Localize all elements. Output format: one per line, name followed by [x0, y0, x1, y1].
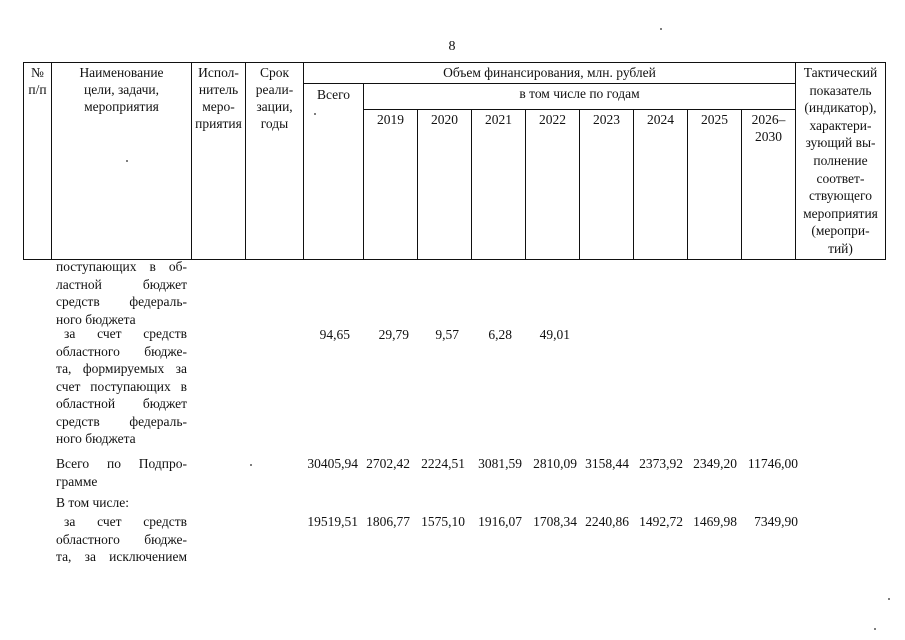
row-2-2021: 3081,59	[478, 456, 522, 471]
row-1-line-2: та, формируемых за	[56, 361, 187, 376]
header-year-2021: 2021	[472, 109, 526, 259]
row-2-2024: 2373,92	[639, 456, 683, 471]
row-4-2023: 2240,86	[585, 514, 629, 529]
row-0-line-2: средств федераль-	[56, 294, 187, 309]
header-num-l2: п/п	[28, 82, 47, 97]
header-ind-l2: (индикатор),	[804, 100, 877, 116]
row-0-label	[56, 258, 187, 328]
row-4-2019: 1806,77	[366, 514, 410, 529]
row-4-2025: 1469,98	[693, 514, 737, 529]
scan-speck	[660, 28, 662, 30]
header-executor	[192, 63, 246, 260]
header-year-2019: 2019	[364, 109, 418, 259]
header-exec-l0: Испол-	[198, 65, 239, 80]
header-ind-l1: показатель	[809, 82, 872, 98]
row-4-2024: 1492,72	[639, 514, 683, 529]
row-1-line-1: областного бюдже-	[56, 343, 187, 359]
row-4-line-2: та, за исключением	[56, 549, 187, 564]
header-year-2023: 2023	[580, 109, 634, 259]
row-2-total: 30405,94	[307, 456, 358, 471]
header-table	[23, 62, 886, 260]
row-4-line-1: областного бюдже-	[56, 531, 187, 547]
header-term-l2: зации,	[256, 99, 293, 114]
header-num	[24, 63, 52, 260]
row-4-2020: 1575,10	[421, 514, 465, 529]
row-2-2019: 2702,42	[366, 456, 410, 471]
scan-speck	[874, 628, 876, 630]
header-term-l1: реали-	[255, 82, 294, 97]
header-term-l0: Срок	[259, 65, 290, 80]
row-0-line-3: ного бюджета	[56, 311, 136, 327]
header-by-years: в том числе по годам	[364, 84, 796, 110]
header-ind-l0: Тактический	[803, 65, 878, 80]
row-2-label	[56, 455, 187, 490]
row-1-2021: 6,28	[488, 327, 512, 342]
row-4-2021: 1916,07	[478, 514, 522, 529]
header-exec-l1: нитель	[198, 82, 239, 97]
header-ind-l8: мероприятия	[803, 205, 878, 221]
row-3-line-0: В том числе:	[56, 495, 129, 510]
header-year-2025: 2025	[688, 109, 742, 259]
scan-speck	[126, 160, 128, 162]
row-1-line-3: счет поступающих в	[56, 378, 187, 394]
row-1-line-4: областной бюджет	[56, 396, 187, 411]
header-ind-l5: полнение	[813, 152, 868, 168]
header-term	[246, 63, 304, 260]
header-exec-l3: приятия	[195, 116, 242, 131]
row-0-line-1: ластной бюджет	[56, 276, 187, 292]
scan-speck	[888, 598, 890, 600]
scan-speck	[314, 113, 316, 115]
row-4-line-0: за счет средств	[64, 514, 187, 529]
header-ind-l10: тий)	[828, 240, 853, 256]
header-year-2024: 2024	[634, 109, 688, 259]
row-1-2020: 9,57	[435, 327, 459, 342]
row-0-line-0: поступающих в об-	[56, 259, 187, 274]
header-year-2022: 2022	[526, 109, 580, 259]
row-1-label	[56, 325, 187, 448]
row-3-label	[56, 494, 187, 512]
header-finance: Объем финансирования, млн. рублей	[304, 63, 796, 84]
scan-speck	[250, 464, 252, 466]
header-term-l3: годы	[260, 116, 289, 131]
header-year-2026-2030: 2026–2030	[742, 109, 796, 259]
header-ind-l9: (меропри-	[811, 223, 870, 239]
header-name-l1: цели, задачи,	[84, 82, 159, 97]
header-ind-l7: ствующего	[809, 188, 872, 204]
row-4-2022: 1708,34	[533, 514, 577, 529]
row-4-2026-2030: 7349,90	[754, 514, 798, 529]
row-1-2022: 49,01	[539, 327, 570, 342]
row-2-2026-2030: 11746,00	[747, 456, 798, 471]
page-number: 8	[448, 39, 456, 54]
row-2-2022: 2810,09	[533, 456, 577, 471]
row-2-line-1: грамме	[56, 473, 98, 489]
row-1-2019: 29,79	[378, 327, 409, 342]
row-4-total: 19519,51	[307, 514, 358, 529]
row-2-2025: 2349,20	[693, 456, 737, 471]
header-ind-l6: соответ-	[816, 170, 865, 186]
row-1-total: 94,65	[319, 327, 350, 342]
row-1-line-6: ного бюджета	[56, 431, 136, 446]
header-ind-l3: характери-	[809, 117, 872, 133]
header-exec-l2: меро-	[202, 99, 235, 114]
header-total: Всего	[304, 84, 364, 260]
header-num-l1: №	[31, 65, 44, 80]
row-1-line-0: за счет средств	[64, 326, 187, 341]
header-name-l0: Наименование	[79, 65, 164, 80]
row-4-label	[56, 513, 187, 566]
row-2-2023: 3158,44	[585, 456, 629, 471]
row-2-line-0: Всего по Подпро-	[56, 456, 187, 471]
row-2-2020: 2224,51	[421, 456, 465, 471]
header-indicator	[796, 63, 886, 260]
header-name	[52, 63, 192, 260]
header-ind-l4: зующий вы-	[805, 135, 876, 151]
row-1-line-5: средств федераль-	[56, 413, 187, 429]
header-year-2020: 2020	[418, 109, 472, 259]
header-name-l2: мероприятия	[84, 99, 159, 114]
